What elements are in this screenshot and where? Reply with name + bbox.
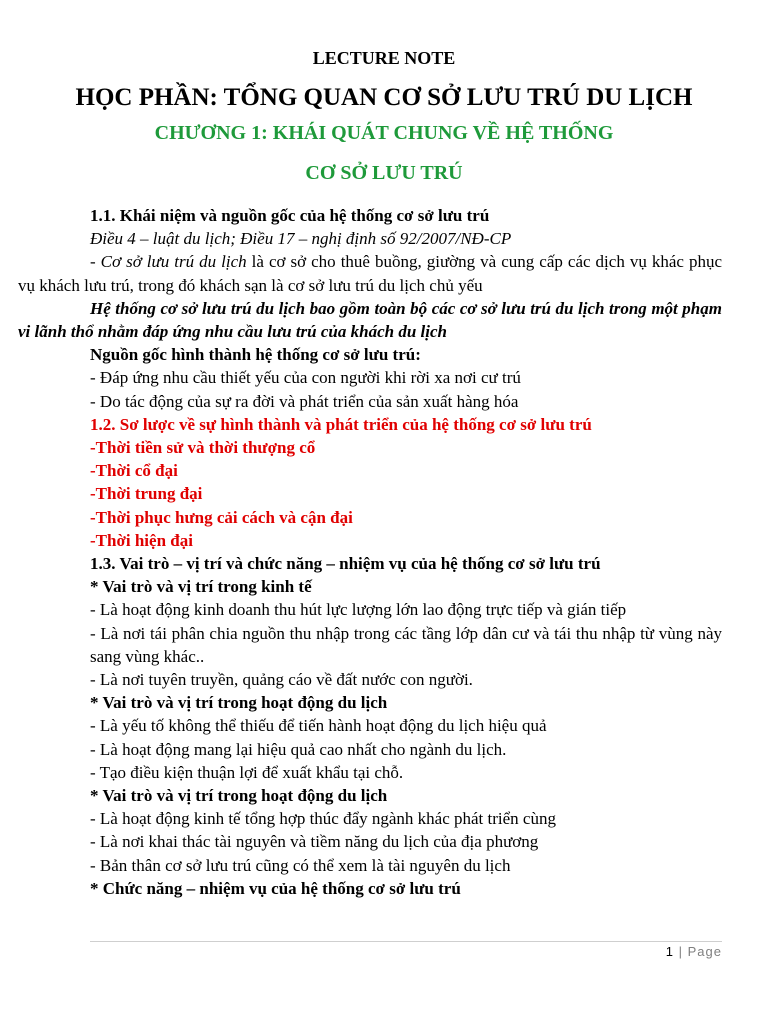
economy-role-item: - Là hoạt động kinh doanh thu hút lực lượng lớn lao động trực tiếp và gián tiếp [90,600,627,620]
document-body [18,204,722,900]
period-item: -Thời trung đại [90,484,203,504]
tourism-role-item: - Tạo điều kiện thuận lợi để xuất khẩu tại chỗ. [90,762,404,782]
tourism-role-heading: * Vai trò và vị trí trong hoạt động du lịch [90,786,388,806]
chapter-title-line-1: CHƯƠNG 1: KHÁI QUÁT CHUNG VỀ HỆ THỐNG [154,122,614,144]
economy-role-heading: * Vai trò và vị trí trong kinh tế [90,577,312,597]
origin-item: - Đáp ứng nhu cầu thiết yếu của con người khi rời xa nơi cư trú [90,368,521,388]
economy-role-item: - Là nơi tuyên truyền, quảng cáo về đất nước con người. [90,670,473,690]
origin-item: - Do tác động của sự ra đời và phát triển của sản xuất hàng hóa [90,391,519,411]
definition-paragraph [18,250,722,296]
tourism-role-heading: * Vai trò và vị trí trong hoạt động du lịch [90,693,388,713]
economy-role-item: - Là nơi tái phân chia nguồn thu nhập trong các tầng lớp dân cư và tái thu nhập từ vùng này sang vùng khác.. [90,623,722,666]
tourism-role-item: - Bản thân cơ sở lưu trú cũng có thể xem là tài nguyên du lịch [90,855,511,875]
footer-divider [90,941,722,942]
tourism-role-item: - Là yếu tố không thể thiếu để tiến hành hoạt động du lịch hiệu quả [90,716,547,736]
period-item: -Thời hiện đại [90,530,193,550]
page-word: | Page [674,944,722,959]
page-footer [666,944,722,959]
section-1-1-heading: 1.1. Khái niệm và nguồn gốc của hệ thống cơ sở lưu trú [90,206,490,225]
lecture-note-label: LECTURE NOTE [312,48,456,68]
period-item: -Thời phục hưng cải cách và cận đại [90,507,353,527]
functions-heading: * Chức năng – nhiệm vụ của hệ thống cơ sở lưu trú [90,878,461,898]
tourism-role-item: - Là hoạt động kinh tế tổng hợp thúc đẩy ngành khác phát triển cùng [90,809,556,829]
period-item: -Thời tiền sử và thời thượng cổ [90,438,316,458]
course-title: HỌC PHẦN: TỔNG QUAN CƠ SỞ LƯU TRÚ DU LỊCH [75,84,693,111]
section-1-3-heading: 1.3. Vai trò – vị trí và chức năng – nhiệm vụ của hệ thống cơ sở lưu trú [90,554,601,574]
period-item: -Thời cổ đại [90,461,178,481]
system-definition-paragraph: Hệ thống cơ sở lưu trú du lịch bao gồm toàn bộ các cơ sở lưu trú du lịch trong một phạm vi lãnh thổ nhằm đáp ứng nhu cầu lưu trú của khách du lịch [18,298,722,342]
definition-text: là cơ sở cho thuê buồng, giường và cung cấp các dịch vụ khác phục vụ khách lưu trú, trong đó khách sạn là cơ sở lưu trú du lịch chủ yếu [18,252,722,295]
origin-heading: Nguồn gốc hình thành hệ thống cơ sở lưu trú: [90,345,421,365]
tourism-role-item: - Là nơi khai thác tài nguyên và tiềm năng du lịch của địa phương [90,832,539,852]
legal-reference: Điều 4 – luật du lịch; Điều 17 – nghị định số 92/2007/NĐ-CP [90,229,512,249]
chapter-title-line-2: CƠ SỞ LƯU TRÚ [305,162,463,184]
definition-term: - Cơ sở lưu trú du lịch [90,252,247,272]
section-1-2-heading: 1.2. Sơ lược về sự hình thành và phát triển của hệ thống cơ sở lưu trú [90,414,592,434]
tourism-role-item: - Là hoạt động mang lại hiệu quả cao nhất cho ngành du lịch. [90,739,507,759]
page-number: 1 [665,944,675,959]
